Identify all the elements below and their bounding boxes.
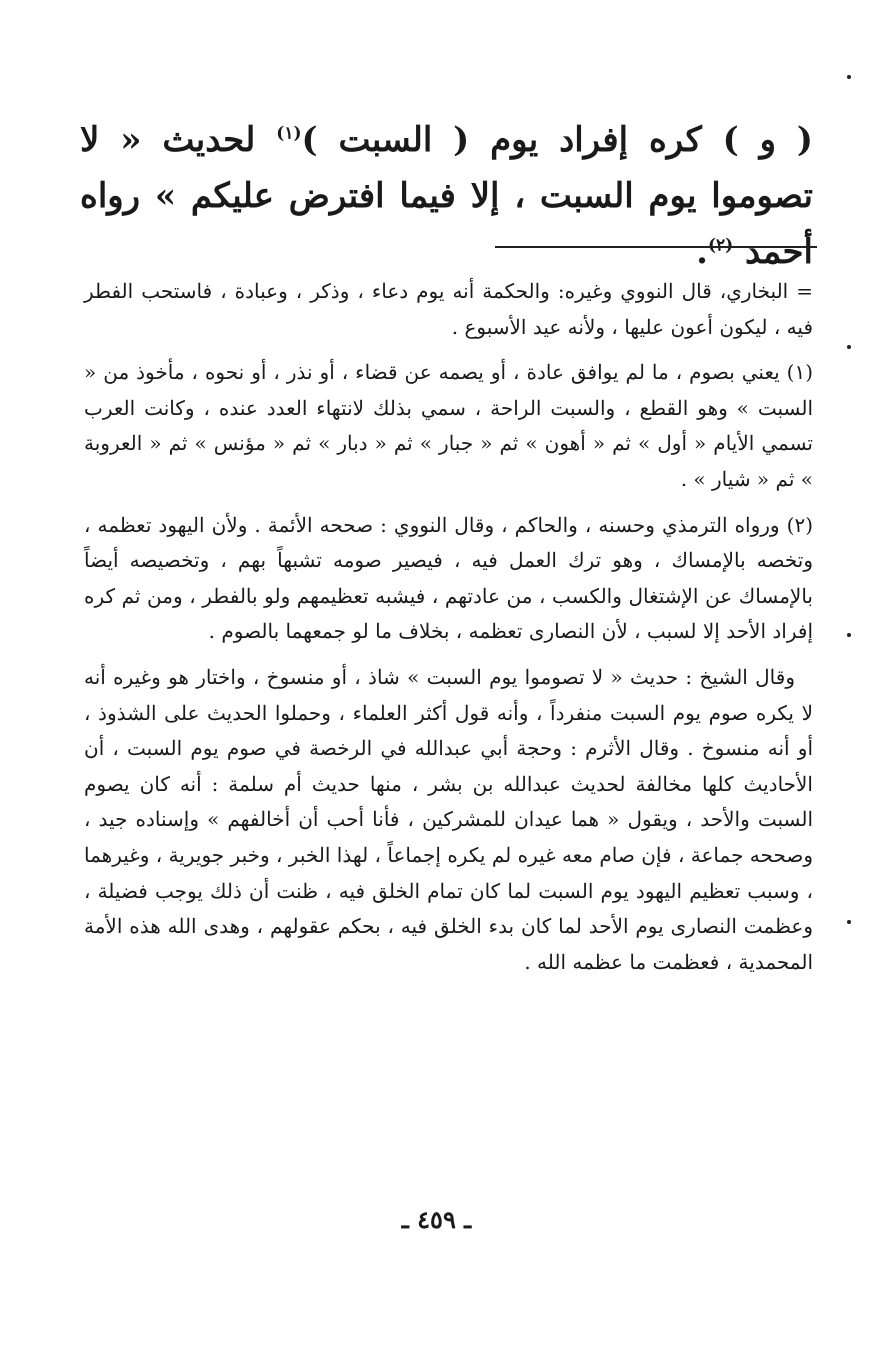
footnote-ref-2: (٢) [707,235,734,256]
main-text-part-1: ( و ) كره إفراد يوم ( السبت ) [301,120,813,160]
main-text [80,112,813,280]
scan-mark [847,75,851,79]
scan-mark [847,633,851,637]
main-text-part-2: لحديث « لا تصوموا يوم السبت ، إلا فيما افترض عليكم » رواه أحمد [80,120,813,272]
footnote-ref-1: (١) [276,123,302,144]
footnote-1: (١) يعني بصوم ، ما لم يوافق عادة ، أو يصمه عن قضاء ، أو نذر ، أو نحوه ، مأخوذ من « السبت » وهو القطع ، والسبت الراحة ، سمي بذلك لانتهاء العدد عنده ، وكانت العرب تسمي الأيام « أول » ثم « أهون » ثم « جبار » ثم « دبار » ثم « مؤنس » ثم « العروبة » ثم « شيار » . [84,360,813,491]
footnote-separator [495,246,817,248]
scan-mark [847,345,851,349]
main-text-end: . [696,232,708,272]
footnote-2-continuation: وقال الشيخ : حديث « لا تصوموا يوم السبت » شاذ ، أو منسوخ ، واختار هو وغيره أنه لا يكره صوم يوم السبت منفرداً ، وأنه قول أكثر العلماء ، وحملوا الحديث على الشذوذ ، أو أنه منسوخ . وقال الأثرم : وحجة أبي عبدالله في الرخصة في صوم يوم السبت ، أن الأحاديث كلها مخالفة لحديث عبدالله بن بشر ، منها حديث أم سلمة : أنه كان يصوم السبت والأحد ، ويقول « هما عيدان للمشركين ، فأنا أحب أن أخالفهم » وإسناده جيد ، وصححه جماعة ، فإن صام معه غيره لم يكره إجماعاً ، لهذا الخبر ، وخبر جويرية ، وغيرهما ، وسبب تعظيم اليهود يوم السبت لما كان تمام الخلق فيه ، ظنت أن ذلك يوجب فضيلة ، وعظمت النصارى يوم الأحد لما كان بدء الخلق فيه ، بحكم عقولهم ، وهدى الله هذه الأمة المحمدية ، فعظمت ما عظمه الله . [84,664,813,974]
footnote-continuation: = البخاري، قال النووي وغيره: والحكمة أنه يوم دعاء ، وذكر ، وعبادة ، فاستحب الفطر فيه ، ليكون أعون عليها ، ولأنه عيد الأسبوع . [84,279,813,339]
footnotes-section [84,274,813,980]
scan-mark [847,920,851,924]
footnote-2: (٢) ورواه الترمذي وحسنه ، والحاكم ، وقال النووي : صححه الأئمة . ولأن اليهود تعظمه ، وتخصه بالإمساك ، وهو ترك العمل فيه ، فيصير صومه تشبهاً بهم ، وتخصيصه أيضاً بالإمساك عن الإشتغال والكسب ، من عادتهم ، فيشبه تعظيمهم ولو بالفطر ، ومن ثم كره إفراد الأحد إلا لسبب ، لأن النصارى تعظمه ، بخلاف ما لو جمعهما بالصوم . [84,512,813,644]
page-number: ـ ٤٥٩ ـ [401,1205,472,1234]
